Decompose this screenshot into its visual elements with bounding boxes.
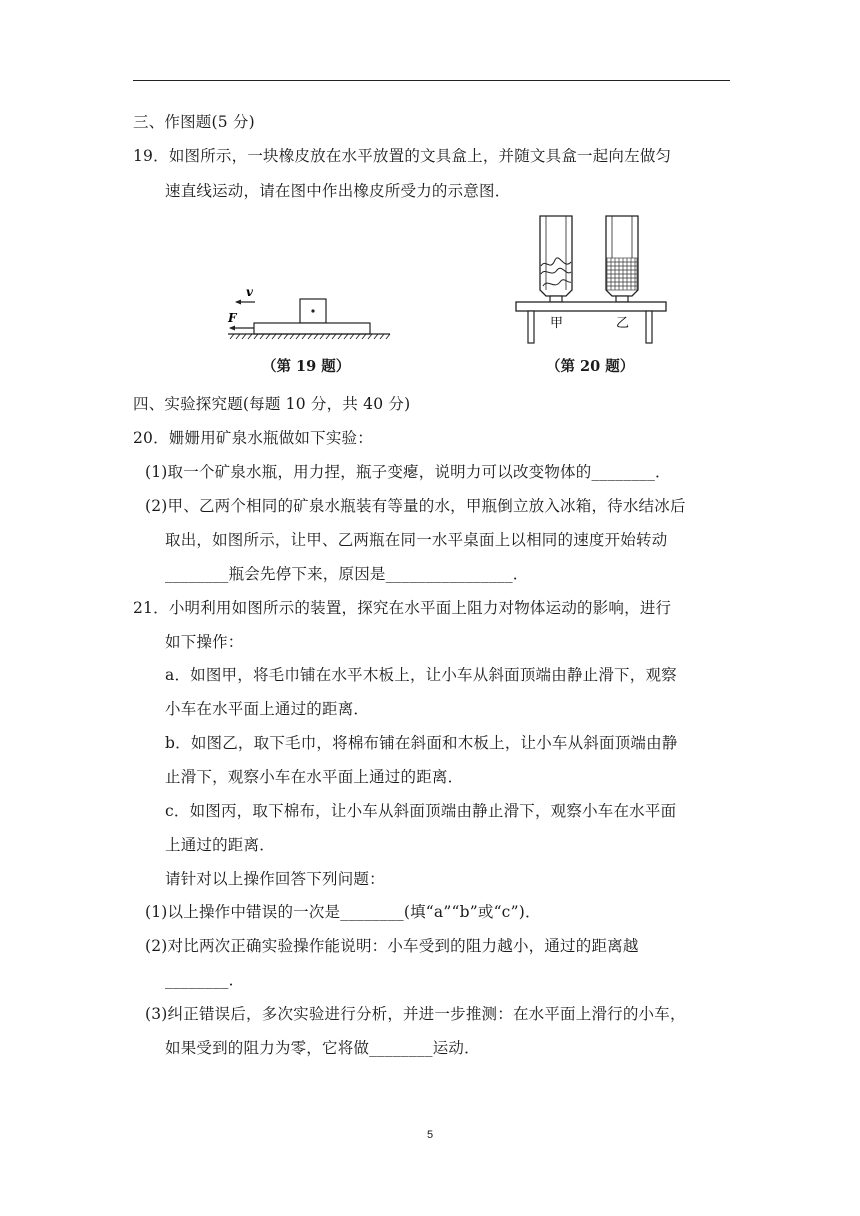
eraser-center-dot bbox=[311, 309, 314, 312]
q21-step-b-line1: b．如图乙，取下毛巾，将棉布铺在斜面和木板上，让小车从斜面顶端由静 bbox=[165, 734, 678, 752]
header-rule bbox=[133, 80, 730, 81]
force-arrow bbox=[229, 326, 254, 331]
q20-part2-line2: 取出，如图所示，让甲、乙两瓶在同一水平桌面上以相同的速度开始转动 bbox=[165, 531, 668, 549]
section-3-heading: 三、作图题(5 分) bbox=[133, 113, 255, 131]
q21-question2-line1: (2)对比两次正确实验操作能说明：小车受到的阻力越小，通过的距离越 bbox=[145, 937, 639, 955]
q21-question2-line2: ________． bbox=[165, 971, 245, 989]
label-yi: 乙 bbox=[616, 316, 630, 331]
table bbox=[516, 302, 666, 343]
q21-question3-line1: (3)纠正错误后，多次实验进行分析，并进一步推测：在水平面上滑行的小车， bbox=[145, 1005, 686, 1023]
page-number: 5 bbox=[426, 1129, 434, 1141]
velocity-arrow bbox=[235, 300, 255, 305]
bottle-yi bbox=[606, 216, 638, 302]
q19-figure bbox=[222, 282, 394, 348]
q20-title: 20．姗姗用矿泉水瓶做如下实验： bbox=[133, 429, 373, 447]
label-jia: 甲 bbox=[550, 316, 564, 331]
q21-step-c-line1: c．如图丙，取下棉布，让小车从斜面顶端由静止滑下，观察小车在水平面 bbox=[165, 802, 677, 820]
bottle-jia bbox=[540, 216, 572, 302]
q19-text-line2: 速直线运动，请在图中作出橡皮所受力的示意图． bbox=[165, 182, 511, 200]
q21-question3-line2: 如果受到的阻力为零，它将做________运动． bbox=[165, 1039, 480, 1057]
q19-text-line1: 19．如图所示，一块橡皮放在水平放置的文具盒上，并随文具盒一起向左做匀 bbox=[133, 147, 672, 165]
q21-step-b-line2: 止滑下，观察小车在水平面上通过的距离． bbox=[165, 768, 464, 786]
q21-step-a-line2: 小车在水平面上通过的距离． bbox=[165, 700, 370, 718]
pencil-box bbox=[254, 323, 370, 334]
q20-part1: (1)取一个矿泉水瓶，用力捏，瓶子变瘪，说明力可以改变物体的________． bbox=[145, 463, 671, 481]
q20-part2-line1: (2)甲、乙两个相同的矿泉水瓶装有等量的水，甲瓶倒立放入冰箱，待水结冰后 bbox=[145, 497, 686, 515]
q21-question1: (1)以上操作中错误的一次是________(填“a”“b”或“c”)． bbox=[145, 903, 541, 921]
q21-text-line1: 21．小明利用如图所示的装置，探究在水平面上阻力对物体运动的影响，进行 bbox=[133, 599, 672, 617]
section-4-heading: 四、实验探究题(每题 10 分，共 40 分) bbox=[133, 395, 411, 413]
v-label: v bbox=[246, 285, 253, 299]
q21-text-line2: 如下操作： bbox=[165, 633, 244, 651]
q21-step-c-line2: 上通过的距离． bbox=[165, 836, 275, 854]
ground-hatching bbox=[230, 334, 390, 339]
f-label: F bbox=[228, 311, 237, 325]
q21-step-a-line1: a．如图甲，将毛巾铺在水平木板上，让小车从斜面顶端由静止滑下，观察 bbox=[165, 666, 677, 684]
q20-caption: （第 20 题） bbox=[546, 358, 635, 375]
q21-prompt: 请针对以上操作回答下列问题： bbox=[165, 870, 385, 888]
q20-figure bbox=[510, 212, 670, 344]
q20-part2-line3: ________瓶会先停下来，原因是________________． bbox=[165, 565, 529, 583]
q19-caption: （第 19 题） bbox=[262, 358, 351, 375]
